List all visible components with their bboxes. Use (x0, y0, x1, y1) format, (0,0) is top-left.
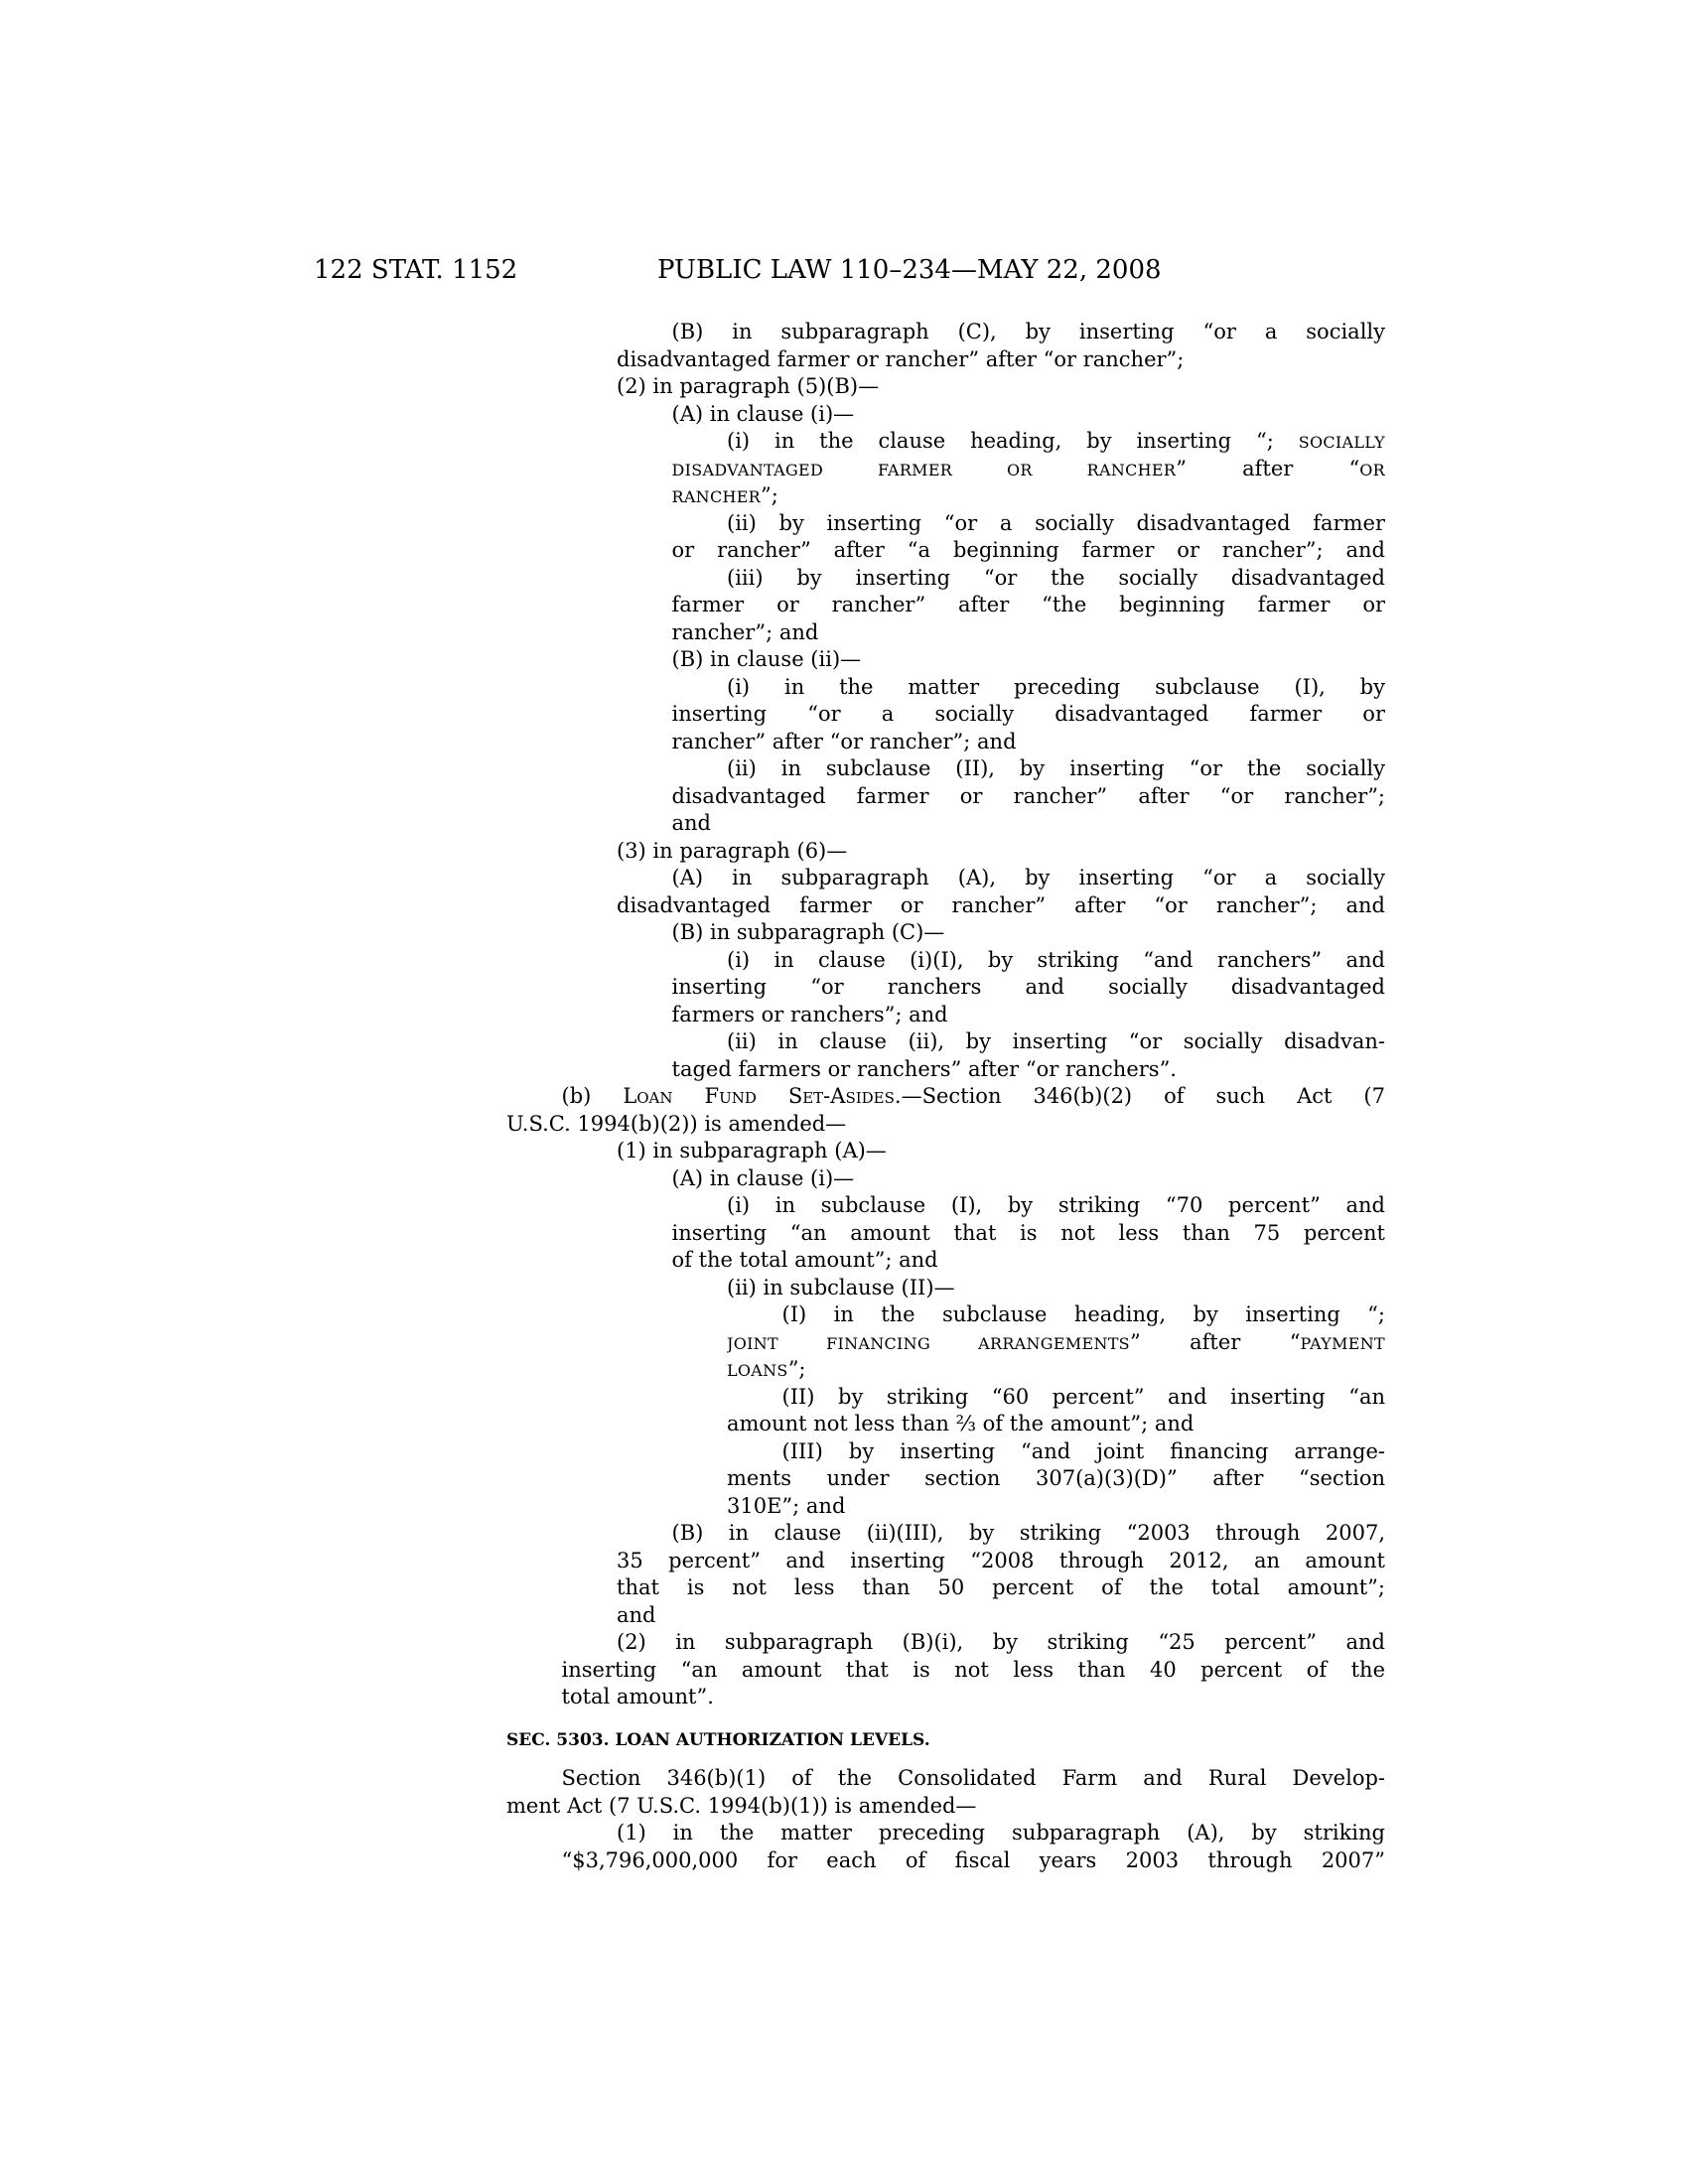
text-line (562, 1657, 1386, 1685)
text-segment: taged farmers or ranchers” after “or ranchers”. (671, 1056, 1177, 1081)
text-line (727, 755, 1385, 783)
text-segment: (II) by striking “60 percent” and inserting “an (781, 1384, 1385, 1409)
text-line (562, 1847, 1386, 1875)
text-segment: (A) in clause (i)— (671, 401, 855, 426)
text-line (672, 783, 1386, 811)
text-segment: farmers or ranchers”; and (671, 1002, 948, 1026)
text-line (506, 1793, 1385, 1821)
text-segment: (B) in subparagraph (C), by inserting “or a socially (671, 320, 1385, 343)
text-line (672, 701, 1386, 729)
running-header-title: PUBLIC LAW 110–234—MAY 22, 2008 (657, 255, 1162, 285)
text-segment: (i) in the matter preceding subclause (I), by (727, 674, 1385, 699)
text-segment: (B) in clause (ii)(III), by striking “2003 through 2007, (671, 1521, 1385, 1545)
text-segment: (ii) in subclause (II), by inserting “or the socially (727, 756, 1385, 780)
text-line (727, 1493, 1385, 1521)
text-line (727, 1411, 1385, 1438)
text-segment: U.S.C. 1994(b)(2)) is amended— (506, 1111, 847, 1136)
text-segment: (i) in clause (i)(I), by striking “and ranchers” and (727, 947, 1385, 972)
text-line (617, 892, 1385, 920)
text-line (672, 1220, 1386, 1248)
text-segment: ” after “ (1176, 456, 1360, 480)
text-segment: 35 percent” and inserting “2008 through 2012, an amount (617, 1548, 1385, 1572)
text-line (562, 1083, 1386, 1111)
text-line (562, 1684, 1386, 1711)
text-line (782, 1384, 1386, 1412)
text-line (617, 1574, 1385, 1602)
small-caps-text: JOINT FINANCING ARRANGEMENTS (727, 1333, 1130, 1353)
text-line (562, 1765, 1386, 1793)
text-line (727, 1329, 1385, 1357)
text-segment: rancher” after “or rancher”; and (671, 729, 1017, 753)
text-line (672, 619, 1386, 647)
text-line (672, 646, 1386, 674)
small-caps-text: LOANS (727, 1361, 788, 1380)
text-segment: disadvantaged farmer or rancher” after “or rancher”; and (617, 892, 1385, 917)
text-line (727, 1028, 1385, 1056)
text-line (672, 1002, 1386, 1029)
text-segment: Section 346(b)(1) of the Consolidated Farm and Rural Develop- (561, 1766, 1385, 1790)
text-line (672, 319, 1386, 346)
text-segment: (III) by inserting “and joint financing arrange- (781, 1438, 1385, 1463)
text-segment: inserting “an amount that is not less than 75 percent (671, 1220, 1385, 1245)
text-line (727, 674, 1385, 702)
small-caps-text: Loan Fund Set-Asides. (623, 1084, 902, 1108)
text-line (727, 947, 1385, 975)
text-segment: and (617, 1602, 656, 1627)
text-line (672, 401, 1386, 429)
text-segment: amount not less than ⅔ of the amount”; and (727, 1412, 1195, 1435)
text-segment: ”; (787, 1357, 806, 1381)
text-line (672, 1520, 1386, 1548)
text-line (617, 1629, 1385, 1657)
text-line (617, 1602, 1385, 1630)
text-line (617, 1820, 1385, 1847)
text-line (727, 428, 1385, 456)
text-line (727, 510, 1385, 538)
text-segment: disadvantaged farmer or rancher” after “or rancher”; (671, 783, 1385, 808)
text-line (672, 810, 1386, 838)
text-segment: ment Act (7 U.S.C. 1994(b)(1)) is amended— (506, 1793, 977, 1818)
text-line (727, 1465, 1385, 1493)
text-segment: (A) in clause (i)— (671, 1165, 855, 1190)
text-line (727, 1192, 1385, 1220)
text-segment: ments under section 307(a)(3)(D)” after “section (727, 1466, 1385, 1490)
text-segment: (B) in subparagraph (C)— (671, 920, 945, 944)
text-segment: (2) in subparagraph (B)(i), by striking “25 percent” and (617, 1630, 1385, 1654)
text-segment: inserting “an amount that is not less than 40 percent of the (561, 1657, 1385, 1682)
text-line (672, 919, 1386, 947)
text-line (506, 1111, 1385, 1139)
text-segment: ” after “ (1129, 1329, 1301, 1354)
text-line (672, 1247, 1386, 1275)
text-line (672, 974, 1386, 1002)
small-caps-text: SOCIALLY (1298, 433, 1385, 452)
text-segment: or rancher” after “a beginning farmer or rancher”; and (671, 538, 1385, 562)
section-heading: SEC. 5303. LOAN AUTHORIZATION LEVELS. (506, 1730, 930, 1750)
text-segment: (i) in the clause heading, by inserting “; (727, 429, 1299, 453)
text-segment: 310E”; and (727, 1493, 846, 1518)
text-line (782, 1301, 1386, 1329)
text-line (617, 1548, 1385, 1575)
text-line (617, 1138, 1385, 1165)
text-line (727, 1275, 1385, 1302)
text-line (672, 537, 1386, 565)
text-segment: (A) in subparagraph (A), by inserting “or a socially (671, 866, 1385, 889)
text-line (672, 592, 1386, 619)
text-segment: (iii) by inserting “or the socially disadvantaged (727, 565, 1385, 590)
text-segment: (b) (561, 1084, 624, 1108)
page-citation: 122 STAT. 1152 (314, 255, 518, 285)
small-caps-text: PAYMENT (1300, 1333, 1385, 1353)
text-line (727, 1356, 1385, 1384)
text-line (672, 1056, 1386, 1084)
text-segment: (2) in paragraph (5)(B)— (617, 374, 880, 398)
text-segment: (3) in paragraph (6)— (617, 838, 848, 863)
text-segment: (1) in the matter preceding subparagraph (A), by striking (617, 1821, 1385, 1844)
text-segment: (i) in subclause (I), by striking “70 percent” and (727, 1193, 1385, 1217)
text-segment: ”; (761, 483, 778, 507)
text-segment: disadvantaged farmer or rancher” after “or rancher”; (617, 346, 1185, 371)
text-line (672, 729, 1386, 756)
small-caps-text: OR (1359, 460, 1385, 479)
text-segment: of the total amount”; and (671, 1248, 938, 1272)
text-segment: —Section 346(b)(2) of such Act (7 (901, 1084, 1385, 1108)
text-segment: (I) in the subclause heading, by inserting “; (781, 1302, 1385, 1326)
text-line (782, 1438, 1386, 1466)
text-segment: (ii) in clause (ii), by inserting “or socially disadvan- (727, 1029, 1385, 1053)
small-caps-text: RANCHER (671, 487, 762, 506)
text-line (672, 482, 1386, 510)
text-line (672, 865, 1386, 892)
small-caps-text: DISADVANTAGED FARMER OR RANCHER (671, 460, 1177, 479)
text-line (672, 456, 1386, 483)
text-segment: total amount”. (561, 1685, 714, 1708)
text-segment: and (671, 811, 711, 835)
text-segment: (1) in subparagraph (A)— (617, 1139, 887, 1162)
text-line (727, 565, 1385, 593)
text-segment: (ii) in subclause (II)— (727, 1275, 955, 1299)
text-segment: (B) in clause (ii)— (671, 647, 862, 671)
text-segment: that is not less than 50 percent of the total amount”; (617, 1575, 1385, 1599)
text-segment: rancher”; and (671, 619, 819, 644)
text-line (617, 346, 1385, 374)
text-line (672, 1165, 1386, 1193)
text-segment: farmer or rancher” after “the beginning farmer or (671, 593, 1385, 616)
text-segment: inserting “or ranchers and socially disadvantaged (671, 975, 1385, 999)
text-segment: inserting “or a socially disadvantaged farmer or (671, 702, 1385, 726)
text-line (617, 373, 1385, 401)
text-segment: “$3,796,000,000 for each of fiscal years 2003 through 2007” (561, 1847, 1385, 1872)
text-segment: (ii) by inserting “or a socially disadvantaged farmer (727, 510, 1385, 535)
text-line (617, 838, 1385, 866)
